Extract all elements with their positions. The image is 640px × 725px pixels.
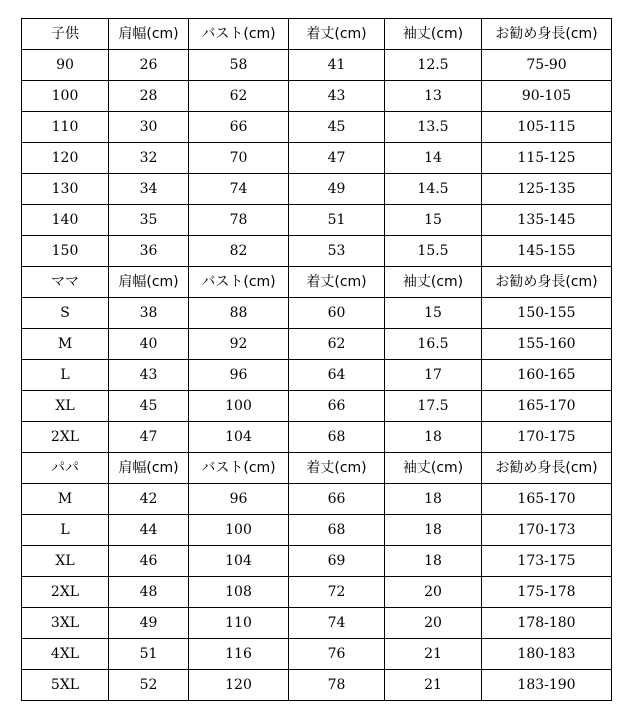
section-label: ママ xyxy=(22,267,109,298)
measurement-cell: 13.5 xyxy=(385,112,482,143)
size-label-cell: 140 xyxy=(22,205,109,236)
measurement-cell: 43 xyxy=(289,81,385,112)
measurement-cell: 69 xyxy=(289,546,385,577)
size-label-cell: 120 xyxy=(22,143,109,174)
size-label-cell: 3XL xyxy=(22,608,109,639)
measurement-cell: 26 xyxy=(109,50,189,81)
measurement-cell: 35 xyxy=(109,205,189,236)
measurement-cell: 165-170 xyxy=(482,484,612,515)
table-row xyxy=(22,329,612,360)
measurement-cell: 105-115 xyxy=(482,112,612,143)
measurement-cell: 43 xyxy=(109,360,189,391)
size-label-cell: 5XL xyxy=(22,670,109,701)
table-row xyxy=(22,639,612,670)
table-row xyxy=(22,236,612,267)
measurement-cell: 60 xyxy=(289,298,385,329)
measurement-cell: 58 xyxy=(189,50,289,81)
size-chart-body xyxy=(22,19,612,701)
measurement-cell: 15 xyxy=(385,205,482,236)
measurement-cell: 74 xyxy=(289,608,385,639)
measurement-cell: 92 xyxy=(189,329,289,360)
measurement-cell: 49 xyxy=(289,174,385,205)
measurement-cell: 20 xyxy=(385,608,482,639)
table-row xyxy=(22,298,612,329)
section-header-kids xyxy=(22,19,612,50)
size-label-cell: XL xyxy=(22,546,109,577)
column-header: 袖丈(cm) xyxy=(385,267,482,298)
measurement-cell: 72 xyxy=(289,577,385,608)
measurement-cell: 108 xyxy=(189,577,289,608)
table-row xyxy=(22,112,612,143)
column-header: 肩幅(cm) xyxy=(109,267,189,298)
size-label-cell: XL xyxy=(22,391,109,422)
size-label-cell: 4XL xyxy=(22,639,109,670)
section-header-papa xyxy=(22,453,612,484)
measurement-cell: 183-190 xyxy=(482,670,612,701)
measurement-cell: 116 xyxy=(189,639,289,670)
measurement-cell: 104 xyxy=(189,422,289,453)
measurement-cell: 78 xyxy=(189,205,289,236)
measurement-cell: 40 xyxy=(109,329,189,360)
measurement-cell: 18 xyxy=(385,546,482,577)
measurement-cell: 18 xyxy=(385,484,482,515)
size-label-cell: 110 xyxy=(22,112,109,143)
column-header: お勧め身長(cm) xyxy=(482,453,612,484)
column-header: 肩幅(cm) xyxy=(109,453,189,484)
size-label-cell: 150 xyxy=(22,236,109,267)
measurement-cell: 120 xyxy=(189,670,289,701)
measurement-cell: 38 xyxy=(109,298,189,329)
measurement-cell: 170-175 xyxy=(482,422,612,453)
column-header: 袖丈(cm) xyxy=(385,19,482,50)
table-row xyxy=(22,670,612,701)
measurement-cell: 64 xyxy=(289,360,385,391)
measurement-cell: 62 xyxy=(289,329,385,360)
measurement-cell: 68 xyxy=(289,515,385,546)
measurement-cell: 110 xyxy=(189,608,289,639)
table-row xyxy=(22,422,612,453)
table-row xyxy=(22,143,612,174)
measurement-cell: 68 xyxy=(289,422,385,453)
measurement-cell: 18 xyxy=(385,515,482,546)
measurement-cell: 48 xyxy=(109,577,189,608)
measurement-cell: 178-180 xyxy=(482,608,612,639)
measurement-cell: 45 xyxy=(109,391,189,422)
size-label-cell: M xyxy=(22,329,109,360)
measurement-cell: 16.5 xyxy=(385,329,482,360)
measurement-cell: 32 xyxy=(109,143,189,174)
table-row xyxy=(22,546,612,577)
measurement-cell: 125-135 xyxy=(482,174,612,205)
measurement-cell: 135-145 xyxy=(482,205,612,236)
measurement-cell: 36 xyxy=(109,236,189,267)
measurement-cell: 76 xyxy=(289,639,385,670)
size-label-cell: 2XL xyxy=(22,422,109,453)
section-header-mama xyxy=(22,267,612,298)
measurement-cell: 46 xyxy=(109,546,189,577)
table-row xyxy=(22,360,612,391)
size-label-cell: 90 xyxy=(22,50,109,81)
measurement-cell: 90-105 xyxy=(482,81,612,112)
measurement-cell: 165-170 xyxy=(482,391,612,422)
column-header: 着丈(cm) xyxy=(289,19,385,50)
measurement-cell: 21 xyxy=(385,670,482,701)
measurement-cell: 78 xyxy=(289,670,385,701)
size-label-cell: 130 xyxy=(22,174,109,205)
section-label: 子供 xyxy=(22,19,109,50)
column-header: 着丈(cm) xyxy=(289,453,385,484)
size-label-cell: L xyxy=(22,360,109,391)
measurement-cell: 82 xyxy=(189,236,289,267)
measurement-cell: 66 xyxy=(189,112,289,143)
measurement-cell: 52 xyxy=(109,670,189,701)
table-row xyxy=(22,577,612,608)
measurement-cell: 15 xyxy=(385,298,482,329)
measurement-cell: 96 xyxy=(189,360,289,391)
table-row xyxy=(22,50,612,81)
measurement-cell: 44 xyxy=(109,515,189,546)
column-header: お勧め身長(cm) xyxy=(482,267,612,298)
measurement-cell: 51 xyxy=(109,639,189,670)
size-label-cell: M xyxy=(22,484,109,515)
measurement-cell: 20 xyxy=(385,577,482,608)
measurement-cell: 66 xyxy=(289,484,385,515)
measurement-cell: 18 xyxy=(385,422,482,453)
measurement-cell: 41 xyxy=(289,50,385,81)
measurement-cell: 180-183 xyxy=(482,639,612,670)
size-label-cell: S xyxy=(22,298,109,329)
measurement-cell: 100 xyxy=(189,515,289,546)
measurement-cell: 70 xyxy=(189,143,289,174)
measurement-cell: 15.5 xyxy=(385,236,482,267)
measurement-cell: 88 xyxy=(189,298,289,329)
measurement-cell: 17 xyxy=(385,360,482,391)
column-header: 肩幅(cm) xyxy=(109,19,189,50)
measurement-cell: 47 xyxy=(289,143,385,174)
column-header: バスト(cm) xyxy=(189,19,289,50)
table-row xyxy=(22,81,612,112)
measurement-cell: 115-125 xyxy=(482,143,612,174)
measurement-cell: 175-178 xyxy=(482,577,612,608)
measurement-cell: 62 xyxy=(189,81,289,112)
measurement-cell: 104 xyxy=(189,546,289,577)
column-header: バスト(cm) xyxy=(189,267,289,298)
table-row xyxy=(22,484,612,515)
measurement-cell: 49 xyxy=(109,608,189,639)
size-label-cell: L xyxy=(22,515,109,546)
column-header: お勧め身長(cm) xyxy=(482,19,612,50)
measurement-cell: 30 xyxy=(109,112,189,143)
measurement-cell: 75-90 xyxy=(482,50,612,81)
measurement-cell: 145-155 xyxy=(482,236,612,267)
measurement-cell: 160-165 xyxy=(482,360,612,391)
measurement-cell: 150-155 xyxy=(482,298,612,329)
measurement-cell: 12.5 xyxy=(385,50,482,81)
size-chart-table xyxy=(21,18,612,701)
measurement-cell: 51 xyxy=(289,205,385,236)
measurement-cell: 66 xyxy=(289,391,385,422)
measurement-cell: 173-175 xyxy=(482,546,612,577)
measurement-cell: 14 xyxy=(385,143,482,174)
section-label: パパ xyxy=(22,453,109,484)
column-header: 袖丈(cm) xyxy=(385,453,482,484)
table-row xyxy=(22,205,612,236)
measurement-cell: 21 xyxy=(385,639,482,670)
column-header: バスト(cm) xyxy=(189,453,289,484)
measurement-cell: 28 xyxy=(109,81,189,112)
table-row xyxy=(22,174,612,205)
table-row xyxy=(22,608,612,639)
measurement-cell: 47 xyxy=(109,422,189,453)
measurement-cell: 45 xyxy=(289,112,385,143)
column-header: 着丈(cm) xyxy=(289,267,385,298)
size-label-cell: 2XL xyxy=(22,577,109,608)
size-label-cell: 100 xyxy=(22,81,109,112)
measurement-cell: 17.5 xyxy=(385,391,482,422)
measurement-cell: 14.5 xyxy=(385,174,482,205)
measurement-cell: 53 xyxy=(289,236,385,267)
measurement-cell: 100 xyxy=(189,391,289,422)
measurement-cell: 74 xyxy=(189,174,289,205)
table-row xyxy=(22,515,612,546)
measurement-cell: 34 xyxy=(109,174,189,205)
measurement-cell: 13 xyxy=(385,81,482,112)
measurement-cell: 96 xyxy=(189,484,289,515)
measurement-cell: 170-173 xyxy=(482,515,612,546)
measurement-cell: 155-160 xyxy=(482,329,612,360)
measurement-cell: 42 xyxy=(109,484,189,515)
table-row xyxy=(22,391,612,422)
